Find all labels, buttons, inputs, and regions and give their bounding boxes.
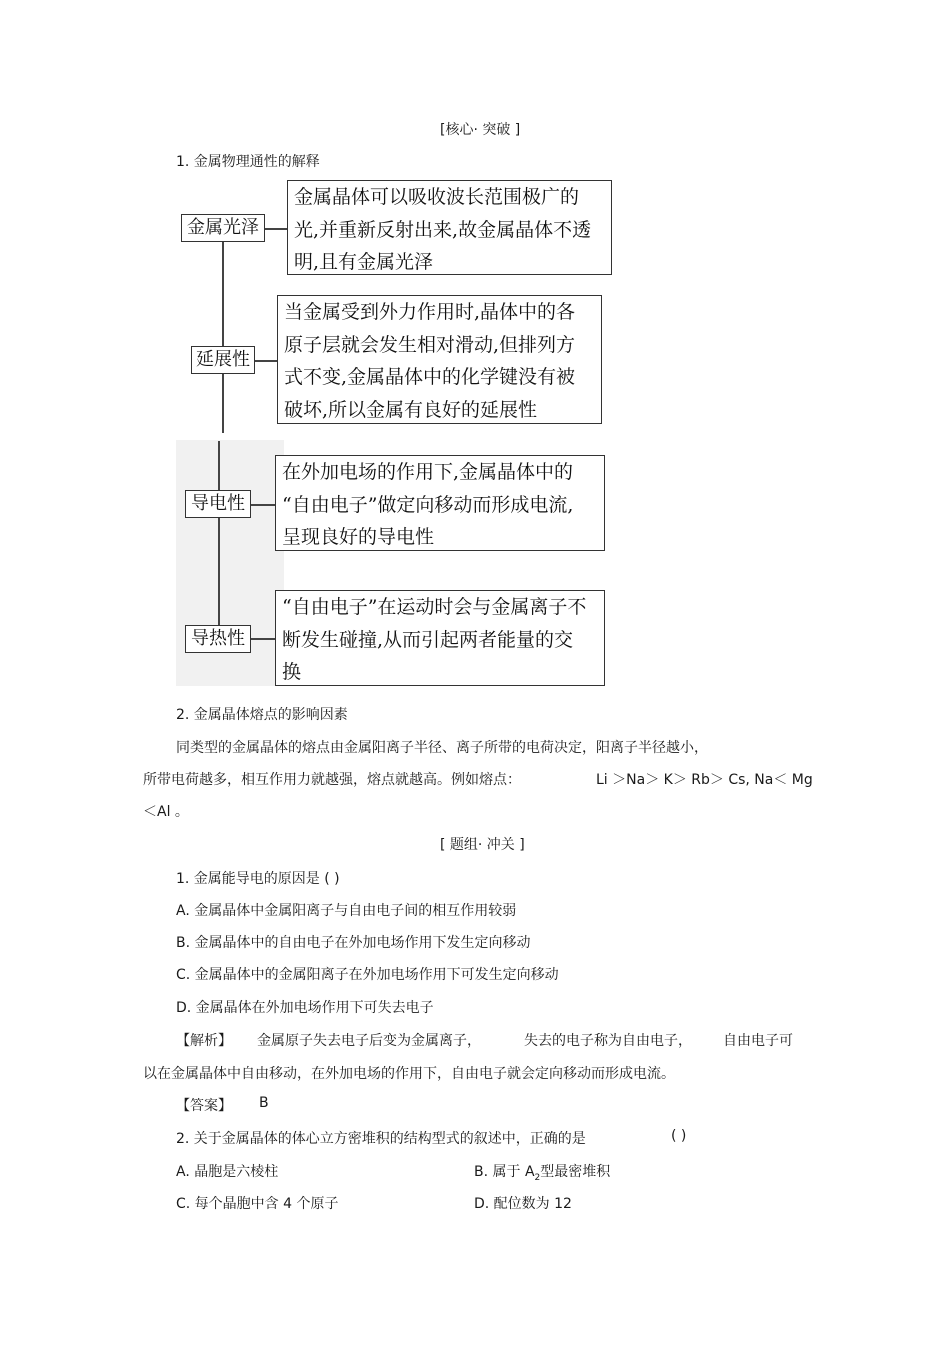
diagram-vertical-line (222, 241, 224, 433)
desc-metallic-luster: 金属晶体可以吸收波长范围极广的 光,并重新反射出来,故金属晶体不透 明,且有金属光泽 (287, 180, 612, 275)
section-header-core: [核心· 突破 ] (440, 122, 521, 138)
label-electrical-conductivity: 导电性 (185, 490, 251, 518)
q2-answer-paren: ( ) (671, 1128, 687, 1144)
item2-paragraph-line1: 同类型的金属晶体的熔点由金属阳离子半径、离子所带的电荷决定，阳离子半径越小， (176, 740, 708, 756)
q1-option-b: B. 金属晶体中的自由电子在外加电场作用下发生定向移动 (176, 935, 531, 951)
q2-stem: 2. 关于金属晶体的体心立方密堆积的结构型式的叙述中，正确的是 (176, 1131, 586, 1147)
connector-conductivity (251, 504, 275, 506)
item2-paragraph-line3: ＜Al 。 (143, 804, 189, 820)
q1-analysis-line2: 以在金属晶体中自由移动，在外加电场的作用下，自由电子就会定向移动而形成电流。 (143, 1066, 675, 1082)
q1-answer-value: B (259, 1095, 269, 1111)
q1-analysis-part3: 自由电子可 (723, 1033, 793, 1049)
desc-thermal-conductivity: “自由电子”在运动时会与金属离子不 断发生碰撞,从而引起两者能量的交 换 (275, 590, 605, 686)
q2-option-b-suffix: 型最密堆积 (540, 1164, 611, 1180)
q1-option-d: D. 金属晶体在外加电场作用下可失去电子 (176, 1000, 434, 1016)
q1-option-c: C. 金属晶体中的金属阳离子在外加电场作用下可发生定向移动 (176, 967, 559, 983)
desc-ductility: 当金属受到外力作用时,晶体中的各 原子层就会发生相对滑动,但排列方 式不变,金属晶体中的化学键没有被 破坏,所以金属有良好的延展性 (277, 295, 602, 424)
item2-title: 2. 金属晶体熔点的影响因素 (176, 707, 348, 723)
connector-thermal (251, 638, 275, 640)
q1-answer-label: 【答案】 (176, 1098, 232, 1114)
q1-analysis-label: 【解析】 (176, 1033, 232, 1049)
diagram-vertical-line-lower (218, 441, 220, 626)
label-metallic-luster: 金属光泽 (181, 214, 265, 242)
connector-luster (265, 228, 287, 230)
label-thermal-conductivity: 导热性 (185, 625, 251, 653)
item1-title: 1. 金属物理通性的解释 (176, 154, 320, 170)
q2-option-b-subscript: 2 (534, 1172, 541, 1183)
q1-option-a: A. 金属晶体中金属阳离子与自由电子间的相互作用较弱 (176, 903, 517, 919)
label-ductility: 延展性 (191, 346, 255, 374)
q2-option-c: C. 每个晶胞中含 4 个原子 (176, 1196, 339, 1212)
item2-paragraph-line2: 所带电荷越多，相互作用力就越强，熔点就越高。例如熔点： (143, 772, 521, 788)
q2-option-b (474, 1161, 610, 1183)
connector-ductility (255, 360, 277, 362)
melting-point-order: Li ＞Na＞ K＞ Rb＞ Cs, Na＜ Mg (596, 772, 813, 788)
section-header-practice: [ 题组· 冲关 ] (440, 837, 525, 853)
q1-analysis-part1: 金属原子失去电子后变为金属离子， (257, 1033, 481, 1049)
desc-electrical-conductivity: 在外加电场的作用下,金属晶体中的 “自由电子”做定向移动而形成电流, 呈现良好的导电性 (275, 455, 605, 551)
q2-option-a: A. 晶胞是六棱柱 (176, 1164, 279, 1180)
q1-stem: 1. 金属能导电的原因是 ( ) (176, 871, 340, 887)
q1-analysis-part2: 失去的电子称为自由电子， (524, 1033, 692, 1049)
q2-option-b-prefix: B. 属于 A (474, 1164, 535, 1180)
q2-option-d: D. 配位数为 12 (474, 1196, 572, 1212)
